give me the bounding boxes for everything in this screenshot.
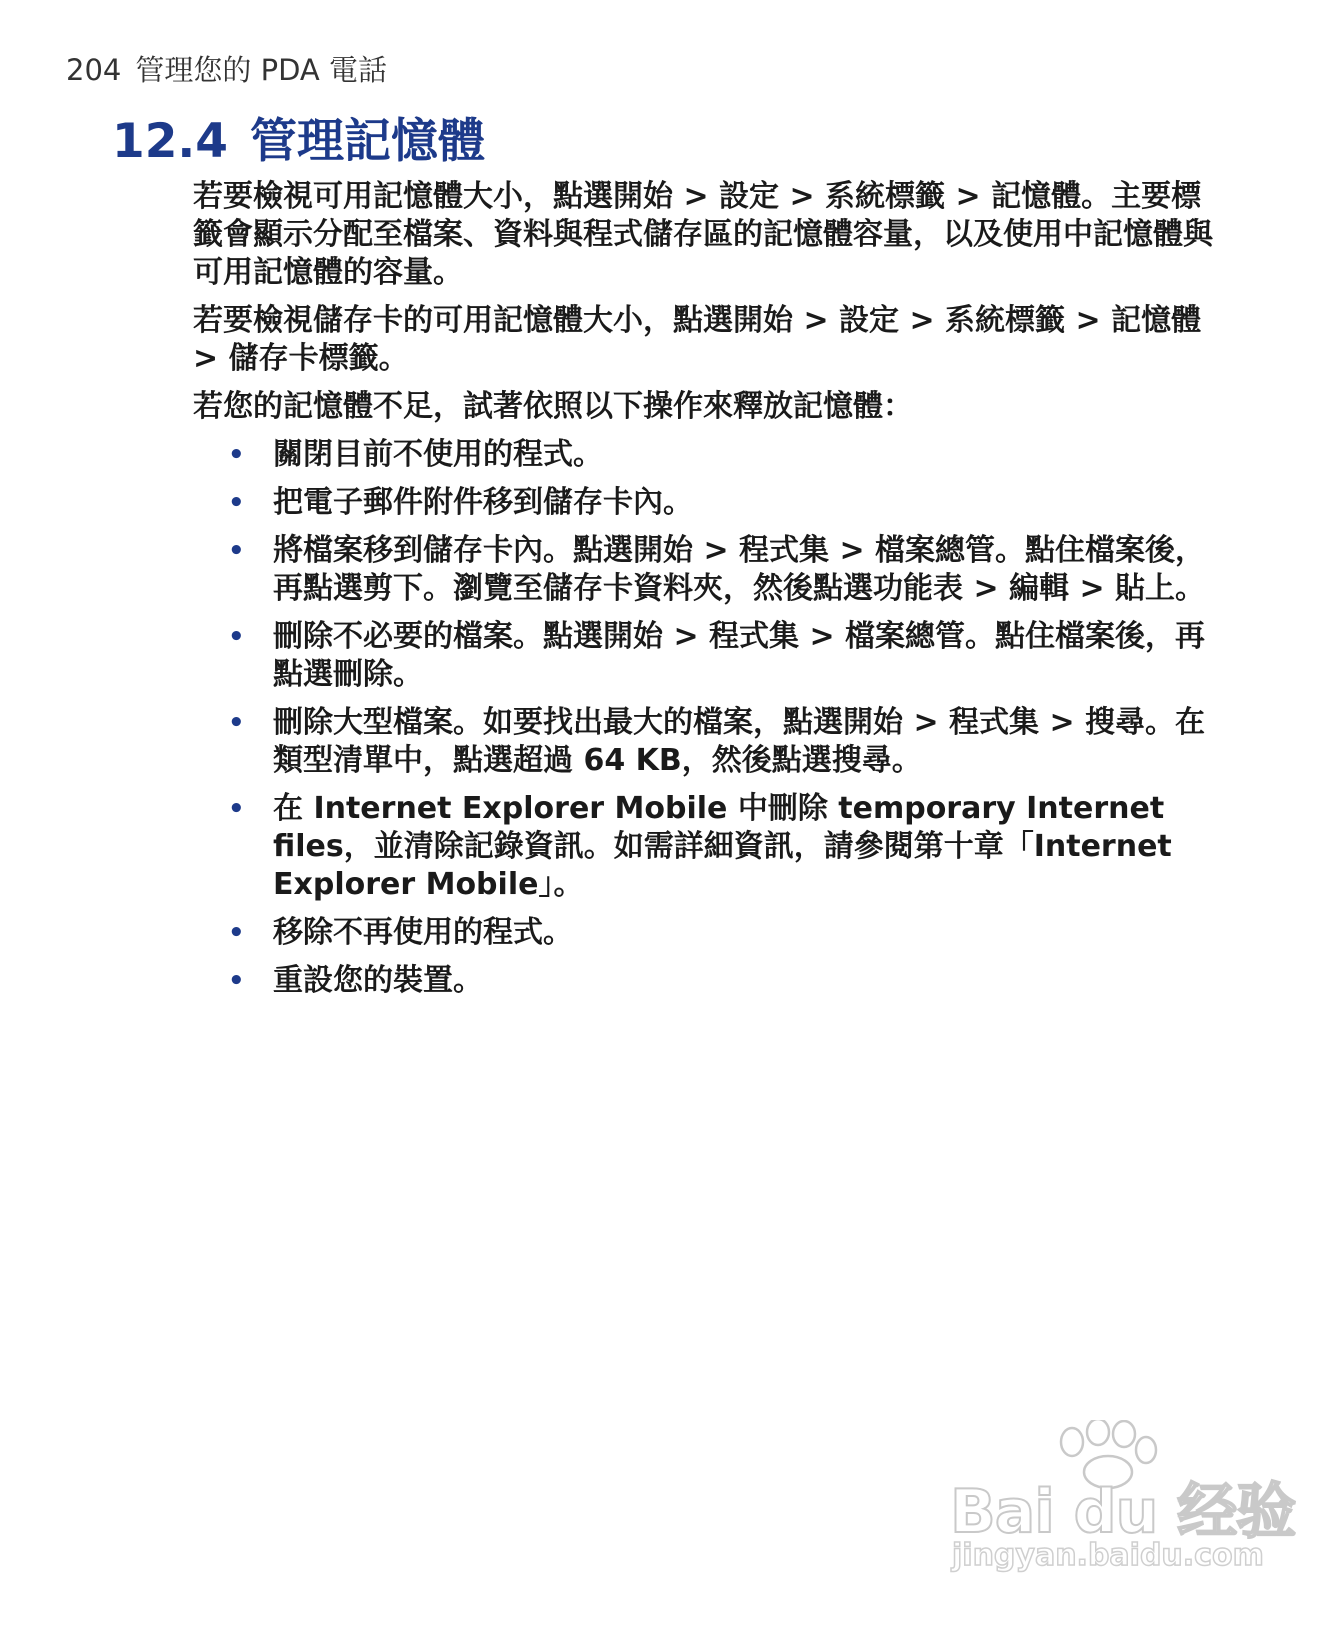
bullet-icon: • (228, 794, 245, 824)
list-item: • 關閉目前不使用的程式。 (228, 437, 603, 472)
watermark-brand: Bai du 经验 (950, 1477, 1296, 1547)
list-item: • 在 Internet Explorer Mobile 中刪除 temporary Internet files，並清除記錄資訊。如需詳細資訊，請參閱第十章「Internet Explorer Mobile」。 (228, 791, 1172, 902)
list-item: • 刪除大型檔案。如要找出最大的檔案，點選開始 > 程式集 > 搜尋。在類型清單中，點選超過 64 KB，然後點選搜尋。 (228, 705, 1206, 778)
bullet-icon: • (228, 488, 245, 518)
watermark-url: jingyan.baidu.com (952, 1538, 1264, 1573)
baidu-watermark (950, 1420, 1296, 1590)
bullet-icon: • (228, 966, 245, 996)
running-header (66, 48, 387, 89)
paragraph-view-memory: 若要檢視可用記憶體大小，點選開始 > 設定 > 系統標籤 > 記憶體。主要標籤會顯示分配至檔案、資料與程式儲存區的記憶體容量，以及使用中記憶體與可用記憶體的容量。 (193, 179, 1213, 290)
list-item: • 刪除不必要的檔案。點選開始 > 程式集 > 檔案總管。點住檔案後，再點選刪除。 (228, 619, 1206, 692)
page-number: 204 (66, 53, 122, 87)
bullet-icon: • (228, 536, 245, 566)
section-title: 管理記憶體 (249, 114, 485, 169)
bullet-icon: • (228, 918, 245, 948)
bullet-icon: • (228, 622, 245, 652)
list-item: • 把電子郵件附件移到儲存卡內。 (228, 485, 693, 520)
bullet-icon: • (228, 440, 245, 470)
paragraph-low-memory: 若您的記憶體不足，試著依照以下操作來釋放記憶體： (193, 389, 913, 424)
body-text (193, 178, 1213, 1010)
section-heading (112, 104, 485, 171)
list-item: • 將檔案移到儲存卡內。點選開始 > 程式集 > 檔案總管。點住檔案後，再點選剪下。瀏覽至儲存卡資料夾，然後點選功能表 > 編輯 > 貼上。 (228, 533, 1206, 606)
list-item: • 重設您的裝置。 (228, 963, 483, 998)
list-item: • 移除不再使用的程式。 (228, 915, 573, 950)
chapter-title: 管理您的 PDA 電話 (135, 53, 387, 87)
section-number: 12.4 (112, 114, 228, 169)
bullet-icon: • (228, 708, 245, 738)
memory-tips-list (193, 436, 1213, 1000)
paragraph-view-storage-card: 若要檢視儲存卡的可用記憶體大小，點選開始 > 設定 > 系統標籤 > 記憶體 > 儲存卡標籤。 (193, 303, 1202, 376)
